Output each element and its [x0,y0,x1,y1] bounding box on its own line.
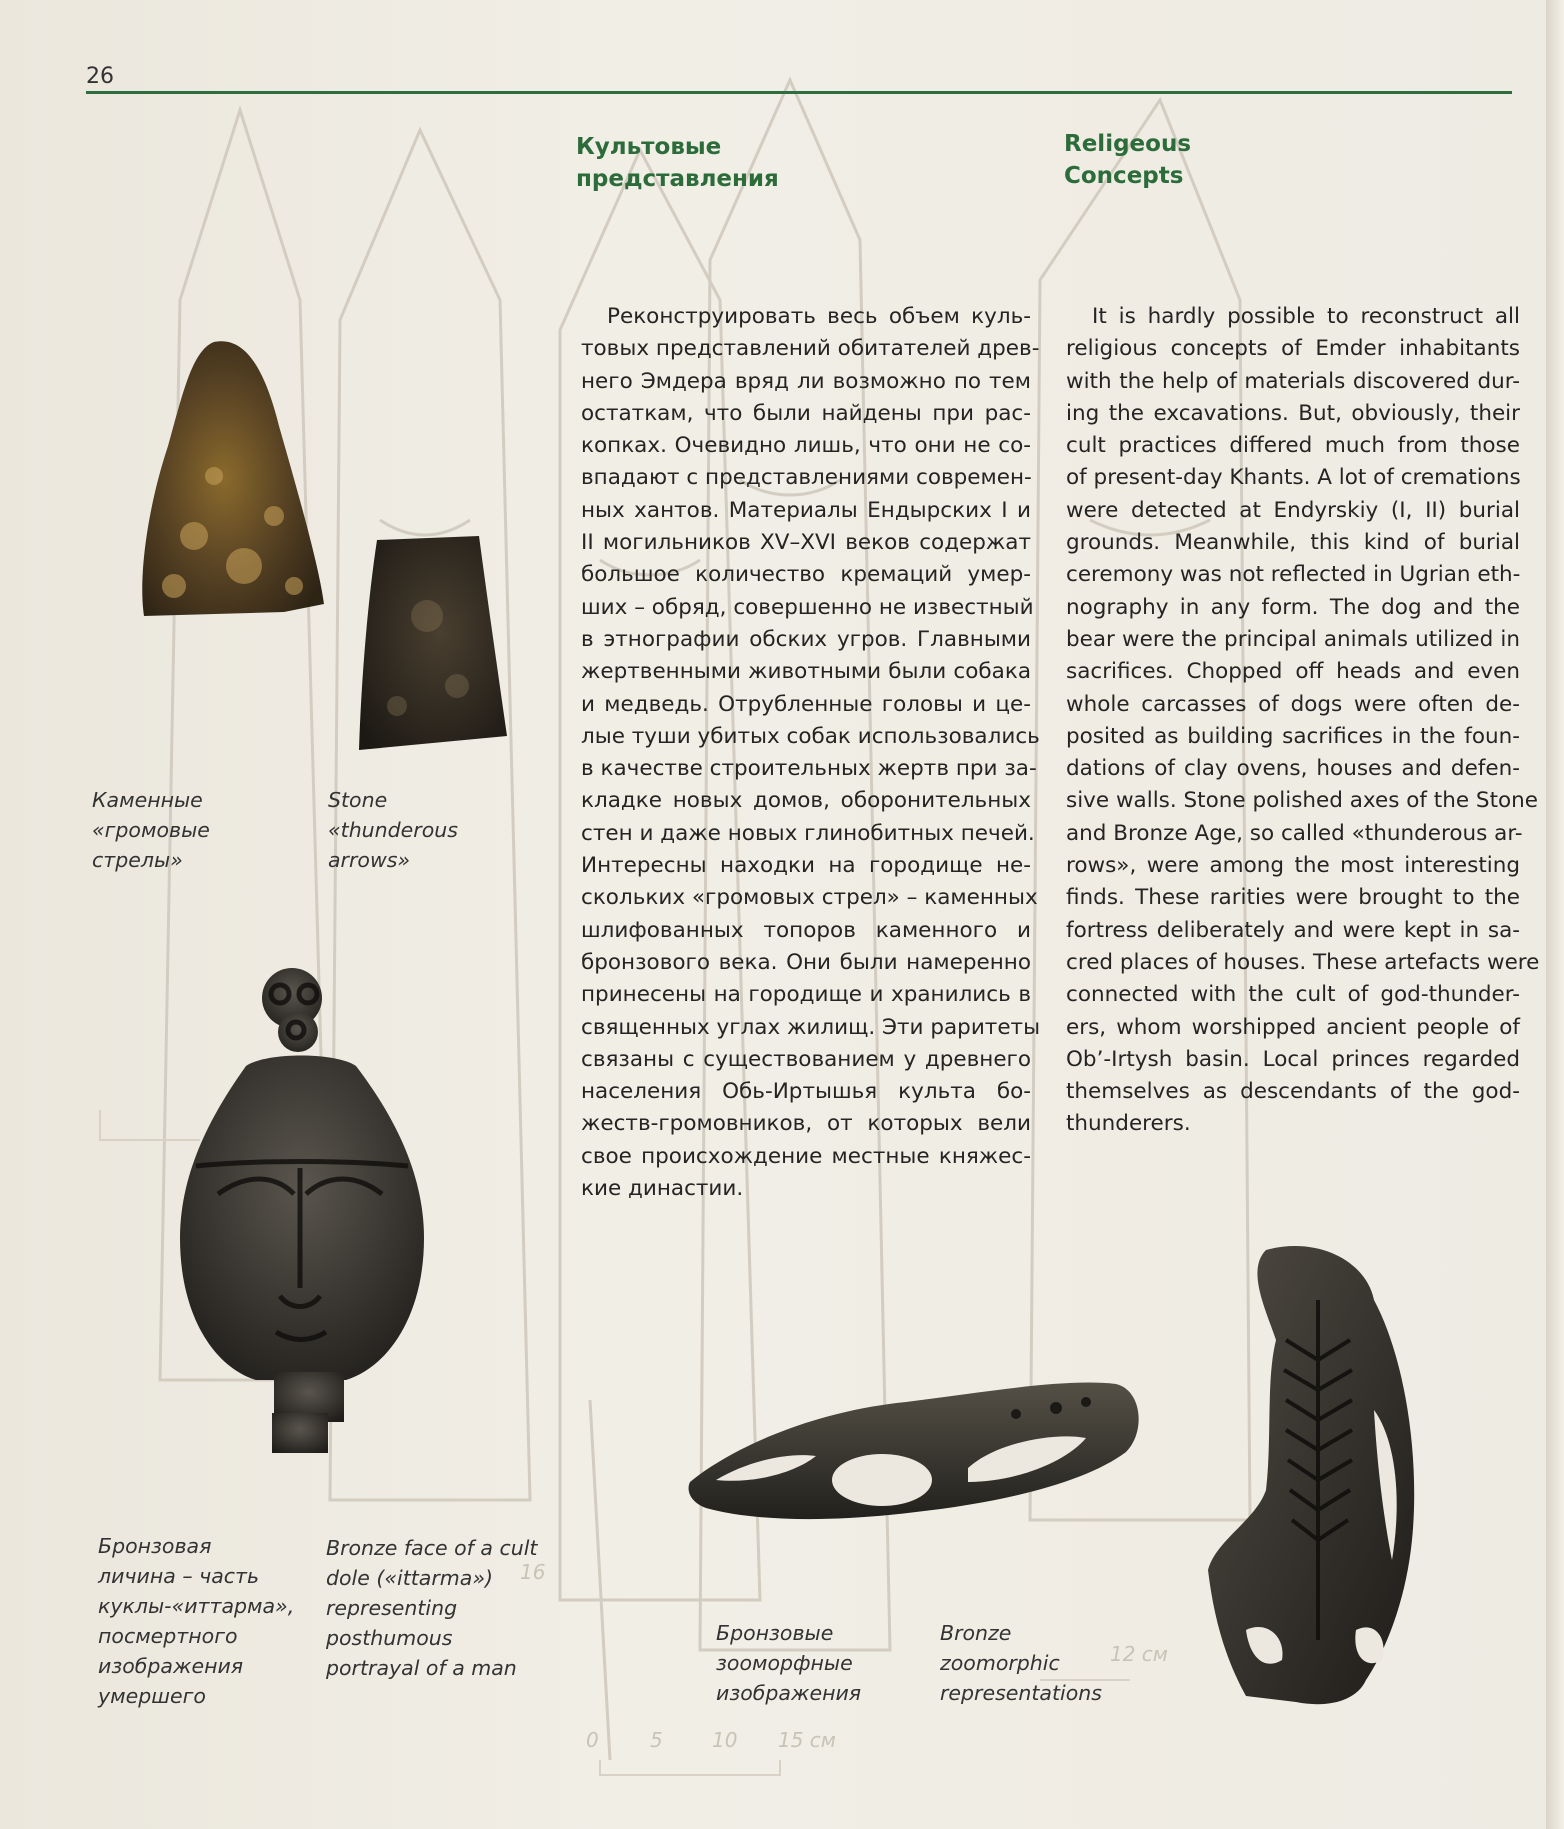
bronze-zoomorphic-vertical-image [1206,1240,1420,1708]
body-line: sive walls. Stone polished axes of the Stone [1066,788,1539,814]
caption-line: dole («ittarma») [326,1566,493,1590]
stone-axe-large-image [134,336,330,620]
caption-line: умершего [98,1684,206,1708]
body-line: лые туши убитых собак использовались [581,723,1040,749]
body-line: связаны с существованием у древнего [581,1046,1031,1072]
caption-stone-en [328,785,458,875]
caption-line: representations [940,1681,1102,1705]
body-line: ших – обряд, совершенно не известный [581,594,1034,620]
header-rule [86,91,1512,94]
scale-label: 10 [712,1728,738,1752]
stone-axe-small-image [357,536,507,752]
caption-line: representing [326,1596,458,1620]
body-line: остаткам, что были найдены при рас- [581,400,1031,426]
body-line: with the help of materials discovered dur- [1066,368,1520,394]
body-line: бронзового века. Они были намеренно [581,949,1031,975]
body-line: ceremony was not reflected in Ugrian eth- [1066,562,1521,588]
body-line: впадают с представлениями современ- [581,465,1032,491]
scale-label: 0 [586,1728,599,1752]
body-line: в этнографии обских угров. Главными [581,626,1031,652]
heading-en-line: Religeous [1064,131,1192,157]
caption-line: Бронзовые [716,1621,834,1645]
caption-line: Stone [328,788,388,812]
caption-face-ru [98,1531,294,1711]
body-line: ing the excavations. But, obviously, their [1066,400,1520,426]
heading-en-line: Concepts [1064,163,1184,189]
body-line: posited as building sacrifices in the foun- [1066,723,1520,749]
body-line: и медведь. Отрубленные головы и це- [581,691,1031,717]
heading-ru [576,131,779,195]
body-line: свое происхождение местные княжес- [581,1143,1031,1169]
caption-line: стрелы» [92,848,183,872]
page-number: 26 [86,64,114,89]
scale-label: 5 [650,1728,663,1752]
body-line: него Эмдера вряд ли возможно по тем [581,368,1031,394]
caption-line: «thunderous [328,818,458,842]
caption-line: zoomorphic [940,1651,1060,1675]
body-line: Реконструировать весь объем куль- [607,304,1031,329]
body-line: whole carcasses of dogs were often de- [1066,691,1520,717]
heading-ru-line: представления [576,166,779,192]
body-line: It is hardly possible to reconstruct all [1092,304,1520,329]
body-line: dations of clay ovens, houses and defen- [1066,756,1520,782]
caption-face-en [326,1533,537,1683]
body-line: большое количество кремаций умер- [581,562,1031,588]
caption-line: «громовые [92,818,210,842]
body-line: Ob’-Irtysh basin. Local princes regarded [1066,1046,1520,1072]
scale-label: 15 см [778,1728,836,1752]
caption-stone-ru [92,785,210,875]
caption-zoo-en [940,1618,1102,1708]
body-line: rows», were among the most interesting [1066,853,1520,879]
body-line: кие династии. [581,1176,744,1202]
body-line: Интересны находки на городище не- [581,853,1031,879]
body-line: of present-day Khants. A lot of cremations [1066,465,1521,491]
caption-line: Bronze face of a cult [326,1536,538,1560]
body-line: finds. These rarities were brought to the [1066,885,1520,911]
body-line: стен и даже новых глинобитных печей. [581,820,1035,846]
body-line: nography in any form. The dog and the [1066,594,1520,620]
body-line: themselves as descendants of the god- [1066,1079,1520,1105]
body-line: шлифованных топоров каменного и [581,917,1031,943]
scale-label: 16 [520,1560,546,1584]
body-text-en [1066,301,1540,1141]
scale-label: 12 см [1110,1642,1168,1666]
caption-line: личина – часть [98,1564,260,1588]
body-line: ных хантов. Материалы Ендырских I и [581,497,1031,523]
body-line: thunderers. [1066,1111,1191,1137]
body-line: священных углах жилищ. Эти раритеты [581,1014,1041,1040]
caption-line: Бронзовая [98,1534,212,1558]
body-text-ru [581,301,1041,1205]
body-line: в качестве строительных жертв при за- [581,756,1037,782]
heading-ru-line: Культовые [576,134,722,160]
bronze-face-image [176,968,428,1458]
caption-line: posthumous [326,1626,453,1650]
caption-line: Каменные [92,788,203,812]
bronze-zoomorphic-horizontal-image [686,1372,1142,1532]
body-line: cred places of houses. These artefacts were [1066,949,1540,975]
body-line: grounds. Meanwhile, this kind of burial [1066,530,1520,556]
body-line: скольких «громовых стрел» – каменных [581,885,1038,911]
body-line: and Bronze Age, so called «thunderous ar- [1066,820,1523,846]
caption-line: Bronze [940,1621,1012,1645]
body-line: cult practices differed much from those [1066,433,1520,459]
body-line: II могильников XV–XVI веков содержат [581,530,1031,556]
body-line: bear were the principal animals utilized in [1066,626,1520,652]
body-line: religious concepts of Emder inhabitants [1066,336,1520,362]
caption-line: изображения [716,1681,862,1705]
body-line: жеств-громовников, от которых вели [581,1111,1031,1137]
body-line: were detected at Endyrskiy (I, II) burial [1066,497,1520,523]
caption-line: portrayal of a man [326,1656,517,1680]
caption-line: arrows» [328,848,411,872]
body-line: кладке новых домов, оборонительных [581,788,1031,814]
caption-line: зооморфные [716,1651,853,1675]
body-line: ers, whom worshipped ancient people of [1066,1014,1520,1040]
body-line: товых представлений обитателей древ- [581,336,1040,362]
body-line: населения Обь-Иртышья культа бо- [581,1079,1031,1105]
body-line: копках. Очевидно лишь, что они не со- [581,433,1031,459]
caption-line: куклы-«иттарма», [98,1594,295,1618]
body-line: connected with the cult of god-thunder- [1066,982,1520,1008]
caption-line: изображения [98,1654,244,1678]
caption-line: посмертного [98,1624,238,1648]
body-line: жертвенными животными были собака [581,659,1031,685]
heading-en [1064,128,1191,192]
body-line: fortress deliberately and were kept in sa- [1066,917,1520,943]
body-line: принесены на городище и хранились в [581,982,1031,1008]
caption-zoo-ru [716,1618,861,1708]
body-line: sacrifices. Chopped off heads and even [1066,659,1520,685]
